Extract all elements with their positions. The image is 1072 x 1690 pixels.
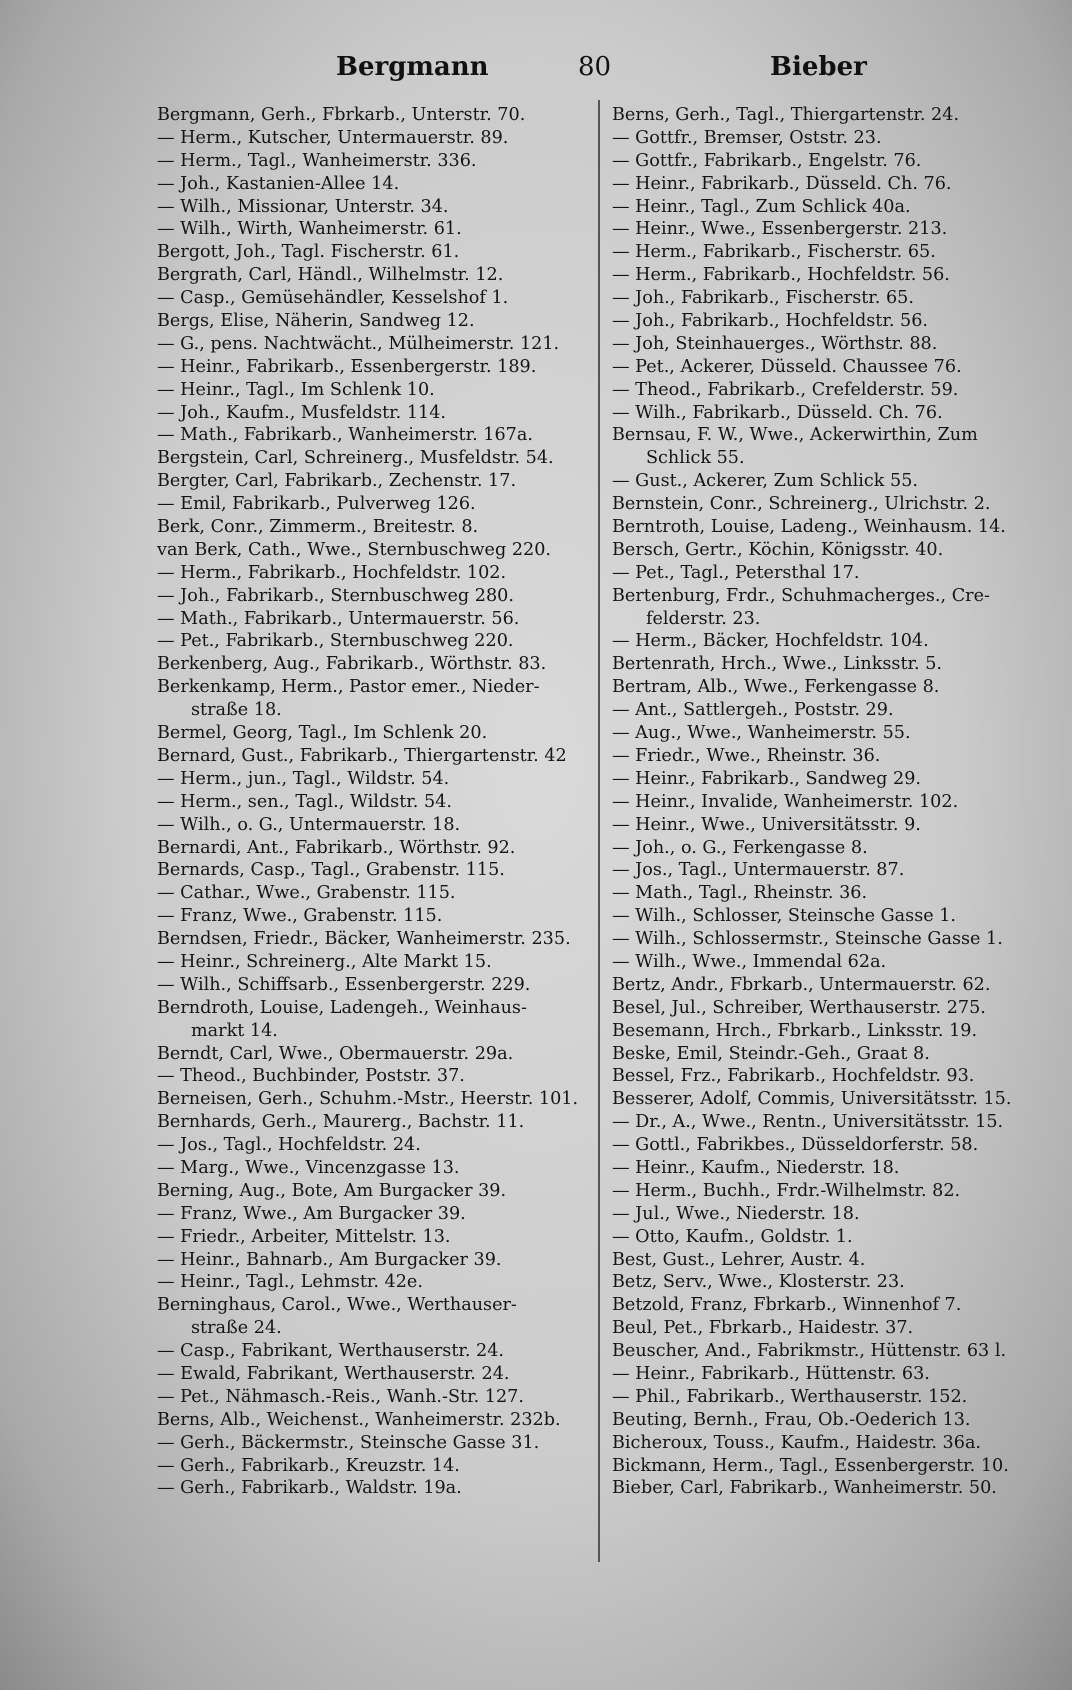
directory-entry: Bergott, Joh., Tagl. Fischerstr. 61.	[157, 242, 460, 263]
directory-entry: — Aug., Wwe., Wanheimerstr. 55.	[612, 723, 911, 744]
directory-entry: — Wilh., Wwe., Immendal 62a.	[612, 951, 887, 972]
directory-entry: Best, Gust., Lehrer, Austr. 4.	[612, 1249, 866, 1270]
directory-entry: Betz, Serv., Wwe., Klosterstr. 23.	[612, 1272, 905, 1293]
directory-entry: — Gerh., Bäckermstr., Steinsche Gasse 31.	[157, 1432, 540, 1453]
directory-entry: — Cathar., Wwe., Grabenstr. 115.	[157, 883, 456, 904]
directory-entry: — Wilh., Schlosser, Steinsche Gasse 1.	[612, 906, 957, 927]
directory-entry: — Gottfr., Fabrikarb., Engelstr. 76.	[612, 150, 922, 171]
entry-continuation: markt 14.	[191, 1020, 278, 1041]
directory-entry: Besel, Jul., Schreiber, Werthauserstr. 275.	[612, 997, 986, 1018]
directory-entry: — Casp., Gemüsehändler, Kesselshof 1.	[157, 288, 509, 309]
directory-entry: — Herm., sen., Tagl., Wildstr. 54.	[157, 791, 452, 812]
directory-entry: — Heinr., Schreinerg., Alte Markt 15.	[157, 951, 492, 972]
directory-entry: — Ant., Sattlergeh., Poststr. 29.	[612, 700, 894, 721]
directory-entry: Bicheroux, Touss., Kaufm., Haidestr. 36a.	[612, 1432, 982, 1453]
directory-entry: — Joh., Fabrikarb., Hochfeldstr. 56.	[612, 311, 929, 332]
directory-entry: — Marg., Wwe., Vincenzgasse 13.	[157, 1157, 460, 1178]
directory-entry: Beul, Pet., Fbrkarb., Haidestr. 37.	[612, 1318, 914, 1339]
directory-entry: Berkenberg, Aug., Fabrikarb., Wörthstr. 83.	[157, 654, 547, 675]
directory-entry: Berndt, Carl, Wwe., Obermauerstr. 29a.	[157, 1043, 514, 1064]
directory-entry: — Heinr., Tagl., Lehmstr. 42e.	[157, 1272, 423, 1293]
directory-entry: Bernard, Gust., Fabrikarb., Thiergartenstr. 42	[157, 745, 567, 766]
directory-entry: — Theod., Buchbinder, Poststr. 37.	[157, 1066, 465, 1087]
directory-entry: — Phil., Fabrikarb., Werthauserstr. 152.	[612, 1386, 968, 1407]
directory-entry: — Herm., Bäcker, Hochfeldstr. 104.	[612, 631, 929, 652]
directory-entry: — Heinr., Fabrikarb., Hüttenstr. 63.	[612, 1363, 930, 1384]
page-header	[0, 52, 1072, 92]
directory-entry: — Herm., Tagl., Wanheimerstr. 336.	[157, 150, 477, 171]
directory-entry: — Franz, Wwe., Grabenstr. 115.	[157, 906, 443, 927]
directory-entry: Bernstein, Conr., Schreinerg., Ulrichstr. 2.	[612, 494, 991, 515]
left-column	[157, 104, 587, 1500]
directory-entry: — Joh, Steinhauerges., Wörthstr. 88.	[612, 333, 938, 354]
directory-entry: Bessel, Frz., Fabrikarb., Hochfeldstr. 93.	[612, 1066, 975, 1087]
directory-entry: — Math., Tagl., Rheinstr. 36.	[612, 883, 868, 904]
directory-entry: — Friedr., Wwe., Rheinstr. 36.	[612, 745, 881, 766]
directory-entry: Berning, Aug., Bote, Am Burgacker 39.	[157, 1180, 507, 1201]
header-last-entry: Bieber	[770, 52, 867, 82]
directory-entry: Bertram, Alb., Wwe., Ferkengasse 8.	[612, 677, 940, 698]
directory-entry: — Jos., Tagl., Untermauerstr. 87.	[612, 860, 905, 881]
directory-entry: Bernards, Casp., Tagl., Grabenstr. 115.	[157, 860, 505, 881]
directory-entry: — Jos., Tagl., Hochfeldstr. 24.	[157, 1135, 421, 1156]
directory-entry: — Casp., Fabrikant, Werthauserstr. 24.	[157, 1341, 505, 1362]
directory-entry: — Emil, Fabrikarb., Pulverweg 126.	[157, 494, 476, 515]
entry-continuation: straße 18.	[191, 700, 282, 721]
directory-entry: Bertenrath, Hrch., Wwe., Linksstr. 5.	[612, 654, 942, 675]
directory-entry: — Heinr., Fabrikarb., Essenbergerstr. 189.	[157, 356, 537, 377]
directory-entry: — Wilh., Fabrikarb., Düsseld. Ch. 76.	[612, 402, 943, 423]
directory-entry: Berk, Conr., Zimmerm., Breitestr. 8.	[157, 517, 479, 538]
directory-entry: Beuting, Bernh., Frau, Ob.-Oederich 13.	[612, 1409, 971, 1430]
directory-entry: Bickmann, Herm., Tagl., Essenbergerstr. 10.	[612, 1455, 1009, 1476]
directory-entry: — Pet., Tagl., Petersthal 17.	[612, 562, 860, 583]
directory-entry: Bergmann, Gerh., Fbrkarb., Unterstr. 70.	[157, 105, 526, 125]
directory-entry: Berkenkamp, Herm., Pastor emer., Nieder-	[157, 677, 540, 698]
directory-entry: — Heinr., Tagl., Zum Schlick 40a.	[612, 196, 911, 217]
directory-entry: — Joh., Kaufm., Musfeldstr. 114.	[157, 402, 446, 423]
directory-entry: — Pet., Ackerer, Düsseld. Chaussee 76.	[612, 356, 962, 377]
directory-entry: — G., pens. Nachtwächt., Mülheimerstr. 121.	[157, 333, 560, 354]
directory-entry: Bergstein, Carl, Schreinerg., Musfeldstr. 54.	[157, 448, 554, 469]
directory-entry: — Wilh., Wirth, Wanheimerstr. 61.	[157, 219, 462, 240]
directory-entry: — Wilh., Schiffsarb., Essenbergerstr. 229.	[157, 974, 531, 995]
directory-entry: — Heinr., Invalide, Wanheimerstr. 102.	[612, 791, 959, 812]
directory-entry: — Herm., jun., Tagl., Wildstr. 54.	[157, 768, 450, 789]
directory-entry: — Heinr., Wwe., Universitätsstr. 9.	[612, 814, 921, 835]
directory-entry: — Pet., Nähmasch.-Reis., Wanh.-Str. 127.	[157, 1386, 524, 1407]
directory-entry: Berntroth, Louise, Ladeng., Weinhausm. 14.	[612, 517, 1006, 538]
directory-entry: — Pet., Fabrikarb., Sternbuschweg 220.	[157, 631, 514, 652]
directory-entry: — Gottfr., Bremser, Oststr. 23.	[612, 127, 882, 148]
directory-entry: Bernhards, Gerh., Maurerg., Bachstr. 11.	[157, 1112, 525, 1133]
entry-continuation: felderstr. 23.	[646, 608, 761, 629]
directory-entry: — Heinr., Fabrikarb., Sandweg 29.	[612, 768, 921, 789]
directory-entry: Berninghaus, Carol., Wwe., Werthauser-	[157, 1295, 517, 1316]
directory-entry: Bernardi, Ant., Fabrikarb., Wörthstr. 92.	[157, 837, 516, 858]
directory-entry: — Herm., Buchh., Frdr.-Wilhelmstr. 82.	[612, 1180, 961, 1201]
directory-entry: Berns, Alb., Weichenst., Wanheimerstr. 232b.	[157, 1409, 561, 1430]
directory-entry: — Herm., Fabrikarb., Hochfeldstr. 56.	[612, 265, 950, 286]
directory-entry: — Heinr., Kaufm., Niederstr. 18.	[612, 1157, 900, 1178]
directory-entry: — Herm., Fabrikarb., Fischerstr. 65.	[612, 242, 936, 263]
directory-entry: Beuscher, And., Fabrikmstr., Hüttenstr. 63 l.	[612, 1341, 1007, 1362]
directory-entry: — Joh., Fabrikarb., Sternbuschweg 280.	[157, 585, 514, 606]
directory-entry: Betzold, Franz, Fbrkarb., Winnenhof 7.	[612, 1295, 962, 1316]
directory-entry: — Wilh., o. G., Untermauerstr. 18.	[157, 814, 461, 835]
directory-entry: — Dr., A., Wwe., Rentn., Universitätsstr. 15.	[612, 1112, 1004, 1133]
directory-entry: Berneisen, Gerh., Schuhm.-Mstr., Heerstr. 101.	[157, 1089, 579, 1110]
directory-entry: — Heinr., Fabrikarb., Düsseld. Ch. 76.	[612, 173, 952, 194]
directory-entry: Bergrath, Carl, Händl., Wilhelmstr. 12.	[157, 265, 504, 286]
directory-entry: Bernsau, F. W., Wwe., Ackerwirthin, Zum	[612, 425, 978, 446]
directory-entry: — Gottl., Fabrikbes., Düsseldorferstr. 58.	[612, 1135, 979, 1156]
directory-entry: — Joh., Kastanien-Allee 14.	[157, 173, 400, 194]
entry-continuation: Schlick 55.	[646, 448, 745, 469]
directory-entry: — Herm., Fabrikarb., Hochfeldstr. 102.	[157, 562, 507, 583]
header-first-entry: Bergmann	[336, 52, 489, 82]
directory-entry: Bertenburg, Frdr., Schuhmacherges., Cre-	[612, 585, 990, 606]
directory-entry: — Wilh., Missionar, Unterstr. 34.	[157, 196, 449, 217]
directory-entry: — Wilh., Schlossermstr., Steinsche Gasse 1.	[612, 929, 1003, 950]
directory-entry: — Heinr., Bahnarb., Am Burgacker 39.	[157, 1249, 502, 1270]
directory-entry: Beske, Emil, Steindr.-Geh., Graat 8.	[612, 1043, 930, 1064]
page-number: 80	[578, 52, 612, 82]
directory-entry: Berndsen, Friedr., Bäcker, Wanheimerstr. 235.	[157, 929, 571, 950]
directory-entry: — Theod., Fabrikarb., Crefelderstr. 59.	[612, 379, 959, 400]
directory-entry: Bergs, Elise, Näherin, Sandweg 12.	[157, 311, 475, 332]
directory-entry: — Ewald, Fabrikant, Werthauserstr. 24.	[157, 1363, 510, 1384]
directory-entry: Berns, Gerh., Tagl., Thiergartenstr. 24.	[612, 105, 960, 125]
column-divider	[598, 100, 600, 1562]
directory-entry: Bermel, Georg, Tagl., Im Schlenk 20.	[157, 723, 488, 744]
directory-entry: Bertz, Andr., Fbrkarb., Untermauerstr. 62.	[612, 974, 991, 995]
directory-entry: van Berk, Cath., Wwe., Sternbuschweg 220.	[157, 539, 551, 560]
directory-entry: — Heinr., Wwe., Essenbergerstr. 213.	[612, 219, 948, 240]
directory-entry: — Joh., Fabrikarb., Fischerstr. 65.	[612, 288, 914, 309]
directory-entry: Bieber, Carl, Fabrikarb., Wanheimerstr. 50.	[612, 1478, 997, 1499]
directory-entry: — Gerh., Fabrikarb., Waldstr. 19a.	[157, 1478, 462, 1499]
directory-entry: — Gerh., Fabrikarb., Kreuzstr. 14.	[157, 1455, 460, 1476]
directory-entry: — Friedr., Arbeiter, Mittelstr. 13.	[157, 1226, 451, 1247]
directory-entry: Besserer, Adolf, Commis, Universitätsstr. 15.	[612, 1089, 1012, 1110]
directory-entry: — Franz, Wwe., Am Burgacker 39.	[157, 1203, 466, 1224]
directory-entry: — Otto, Kaufm., Goldstr. 1.	[612, 1226, 853, 1247]
directory-entry: — Heinr., Tagl., Im Schlenk 10.	[157, 379, 435, 400]
directory-entry: Bersch, Gertr., Köchin, Königsstr. 40.	[612, 539, 944, 560]
directory-entry: — Joh., o. G., Ferkengasse 8.	[612, 837, 868, 858]
directory-entry: Berndroth, Louise, Ladengeh., Weinhaus-	[157, 997, 527, 1018]
directory-entry: — Math., Fabrikarb., Untermauerstr. 56.	[157, 608, 520, 629]
directory-entry: Besemann, Hrch., Fbrkarb., Linksstr. 19.	[612, 1020, 978, 1041]
directory-entry: — Jul., Wwe., Niederstr. 18.	[612, 1203, 860, 1224]
directory-entry: — Herm., Kutscher, Untermauerstr. 89.	[157, 127, 509, 148]
directory-entry: — Math., Fabrikarb., Wanheimerstr. 167a.	[157, 425, 533, 446]
directory-entry: — Gust., Ackerer, Zum Schlick 55.	[612, 471, 918, 492]
entry-continuation: straße 24.	[191, 1318, 282, 1339]
directory-entry: Bergter, Carl, Fabrikarb., Zechenstr. 17.	[157, 471, 517, 492]
right-column	[612, 104, 1042, 1500]
